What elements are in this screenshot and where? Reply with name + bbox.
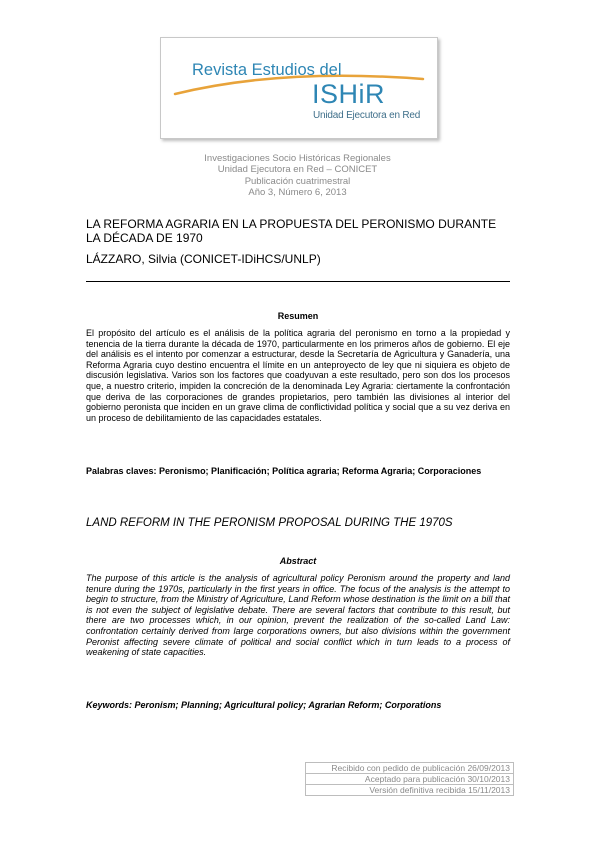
received-date: Recibido con pedido de publicación 26/09/2013 [306,763,514,774]
resumen-keywords: Palabras claves: Peronismo; Planificación; Política agraria; Reforma Agraria; Corporaciones [86,466,482,476]
pubinfo-line-4: Año 3, Número 6, 2013 [248,187,347,198]
logo-name: ISHiR [312,79,386,109]
final-version-date: Versión definitiva recibida 15/11/2013 [306,785,514,796]
abstract-text: The purpose of this article is the analysis of agricultural policy Peronism around the property and land tenure during the 1970s, particularly in the first years in office. The focus of the analysis is the attempt to begin to structure, from the Ministry of Agriculture, Land Reform whose destination is the limit on a bill that is not even the subject of legislative debate. There are several factors that contribute to this result, but there are two processes which, in our opinion, prevent the realization of the so-called Land Law: confrontation certainly derived from large corporations owners, but also divisions within the government Peronist affecting severe climate of political and social conflict which in turn leads to a process of weakening of state capacities. [86,573,510,658]
resumen-heading: Resumen [277,311,319,321]
received-dates-box [305,762,514,796]
logo-swoosh [161,38,437,138]
journal-logo [160,37,438,139]
abstract-keywords: Keywords: Peronism; Planning; Agricultural policy; Agrarian Reform; Corporations [86,700,442,710]
accepted-date: Aceptado para publicación 30/10/2013 [306,774,514,785]
logo-title: Revista Estudios del [192,61,342,79]
article-author: LÁZZARO, Silvia (CONICET-IDiHCS/UNLP) [86,252,321,266]
logo-subtitle: Unidad Ejecutora en Red [313,110,421,121]
article-title: LA REFORMA AGRARIA EN LA PROPUESTA DEL PERONISMO DURANTE LA DÉCADA DE 1970 [86,217,497,245]
pubinfo-line-2: Unidad Ejecutora en Red – CONICET [217,164,378,175]
resumen-text: El propósito del artículo es el análisis de la política agraria del peronismo en torno a la propiedad y tenencia de la tierra durante la década de 1970, particularmente en los primeros años de gobierno. El eje del análisis es el intento por comenzar a estructurar, desde la Secretaría de Agricultura y Ganadería, una Reforma Agraria cuyo destino encuentra el límite en un anteproyecto de ley que ni siquiera es objeto de discusión legislativa. Varios son los factores que coadyuvan a este resultado, pero son dos los procesos que, a nuestro criterio, impiden la concreción de la denominada Ley Agraria: ciertamente la confrontación que deriva de las corporaciones de grandes propietarios, pero también las divisiones al interior del gobierno peronista que inciden en un grave clima de conflictividad política y social que a su vez deriva en un proceso de debilitamiento de las capacidades estatales. [86,328,510,423]
english-title: LAND REFORM IN THE PERONISM PROPOSAL DURING THE 1970S [86,517,453,529]
pubinfo-line-1: Investigaciones Socio Históricas Regionales [204,153,391,164]
title-divider [86,281,510,282]
pubinfo-line-3: Publicación cuatrimestral [244,176,351,187]
abstract-heading: Abstract [279,556,317,566]
